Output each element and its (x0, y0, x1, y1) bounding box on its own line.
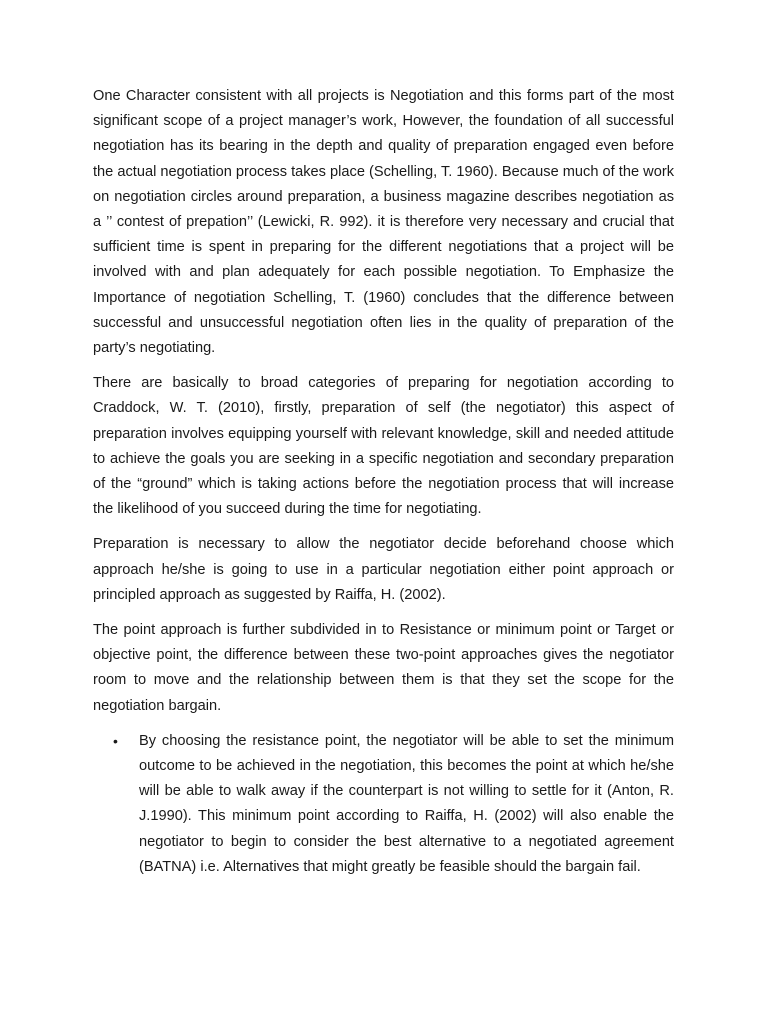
document-body (93, 84, 674, 880)
bullet-text: By choosing the resistance point, the negotiator will be able to set the minimum outcome to be achieved in the negotiation, this becomes the point at which he/she will be able to walk away if the counterpart is not willing to settle for it (Anton, R. J.1990). This minimum point according to Raiffa, H. (2002) will also enable the negotiator to begin to consider the best alternative to a negotiated agreement (BATNA) i.e. Alternatives that might greatly be feasible should the bargain fail. (139, 732, 674, 875)
paragraph-4: The point approach is further subdivided in to Resistance or minimum point or Target or objective point, the difference between these two-point approaches gives the negotiator room to move and the relationship between them is that they set the scope for the negotiation bargain. (93, 622, 674, 714)
paragraph-1: One Character consistent with all projects is Negotiation and this forms part of the most significant scope of a project manager’s work, However, the foundation of all successful negotiation has its bearing in the depth and quality of preparation engaged even before the actual negotiation process takes place (Schelling, T. 1960). Because much of the work on negotiation circles around preparation, a business magazine describes negotiation as a ’’ contest of prepation’’ (Lewicki, R. 992). it is therefore very necessary and crucial that sufficient time is spent in preparing for the different negotiations that a project will be involved with and plan adequately for each possible negotiation. To Emphasize the Importance of negotiation Schelling, T. (1960) concludes that the difference between successful and unsuccessful negotiation often lies in the quality of preparation of the party’s negotiating. (93, 88, 674, 357)
paragraph-2: There are basically to broad categories of preparing for negotiation according to Craddock, W. T. (2010), firstly, preparation of self (the negotiator) this aspect of preparation involves equipping yourself with relevant knowledge, skill and needed attitude to achieve the goals you are seeking in a specific negotiation and secondary preparation of the “ground” which is taking actions before the negotiation process that will increase the likelihood of you succeed during the time for negotiating. (93, 375, 674, 518)
bullet-icon: • (113, 732, 118, 749)
bullet-list (93, 729, 674, 880)
paragraph-3: Preparation is necessary to allow the negotiator decide beforehand choose which approach he/she is going to use in a particular negotiation either point approach or principled approach as suggested by Raiffa, H. (2002). (93, 536, 674, 603)
list-item (93, 729, 674, 880)
